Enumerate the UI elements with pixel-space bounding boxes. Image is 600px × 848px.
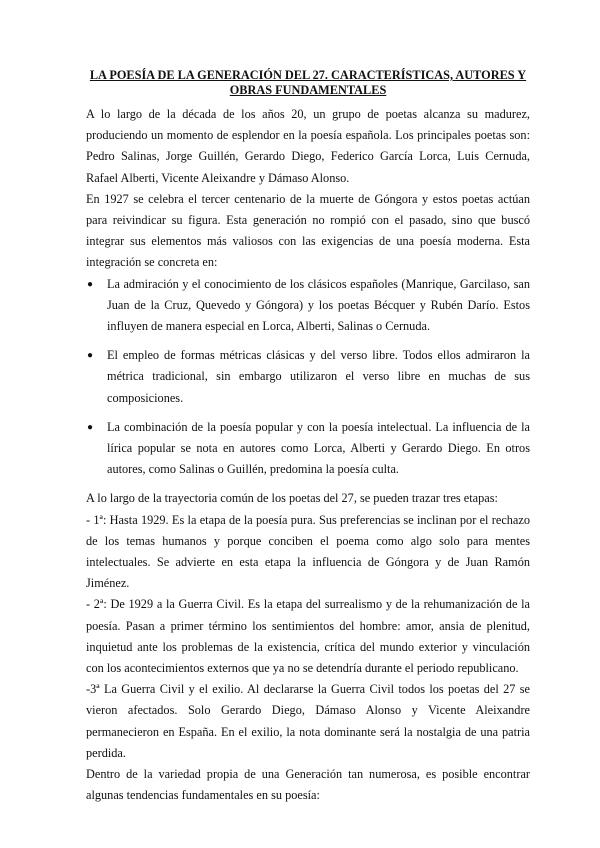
paragraph-1927: En 1927 se celebra el tercer centenario de la muerte de Góngora y estos poetas actúan para reivindicar su figura. Esta generación no rompió con el pasado, sino que buscó integrar sus elementos más valiosos con las exigencias de una poesía moderna. Esta integración se concreta en: [86,191,530,270]
bullet-icon: ● [87,278,94,290]
stage-2-paragraph: - 2ª: De 1929 a la Guerra Civil. Es la etapa del surrealismo y de la rehumanización de la poesía. Pasan a primer término los sentimientos del hombre: amor, ansia de plenitud, inquietud ante los problemas de la existencia, crítica del mundo exterior y vinculación con los acontecimientos externos que ya no se detendría durante el periodo republicano. [86,597,530,676]
stage-1-paragraph: - 1ª: Hasta 1929. Es la etapa de la poesía pura. Sus preferencias se inclinan por el rechazo de los temas humanos y porque conciben el poema como algo solo para mentes intelectuales. Se advierte en esta etapa la influencia de Góngora y de Juan Ramón Jiménez. [86,512,530,591]
list-item-text: La combinación de la poesía popular y con la poesía intelectual. La influencia de la lírica popular se nota en autores como Lorca, Alberti y Gerardo Diego. En otros autores, como Salinas o Guillén, predomina la poesía culta. [107,419,530,477]
integration-list [86,274,530,481]
intro-paragraph: A lo largo de la década de los años 20, un grupo de poetas alcanza su madurez, produciendo un momento de esplendor en la poesía española. Los principales poetas son: Pedro Salinas, Jorge Guillén, Gerardo Diego, Federico García Lorca, Luis Cernuda, Rafael Alberti, Vicente Aleixandre y Dámaso Alonso. [86,107,530,185]
list-item [86,274,530,338]
closing-paragraph: Dentro de la variedad propia de una Generación tan numerosa, es posible encontrar algunas tendencias fundamentales en su poesía: [86,767,530,803]
list-item [86,345,530,409]
bullet-icon: ● [87,421,94,433]
list-item-text: El empleo de formas métricas clásicas y del verso libre. Todos ellos admiraron la métrica tradicional, sin embargo utilizaron el verso libre en muchas de sus composiciones. [107,348,530,405]
document-page [86,68,530,807]
bullet-icon: ● [87,350,94,362]
document-title: LA POESÍA DE LA GENERACIÓN DEL 27. CARACTERÍSTICAS, AUTORES Y OBRAS FUNDAMENTALES [89,68,527,97]
list-item-text: La admiración y el conocimiento de los clásicos españoles (Manrique, Garcilaso, san Juan de la Cruz, Quevedo y Góngora) y los poetas Bécquer y Rubén Darío. Estos influyen de manera especial en Lorca, Alberti, Salinas o Cernuda. [107,276,530,334]
list-item [86,417,530,481]
stage-3-paragraph: -3ª La Guerra Civil y el exilio. Al declararse la Guerra Civil todos los poetas del 27 se vieron afectados. Solo Gerardo Diego, Dámaso Alonso y Vicente Aleixandre permanecieron en España. En el exilio, la nota dominante será la nostalgia de una patria perdida. [86,682,530,760]
stages-intro: A lo largo de la trayectoria común de los poetas del 27, se pueden trazar tres etapas: [86,491,498,506]
